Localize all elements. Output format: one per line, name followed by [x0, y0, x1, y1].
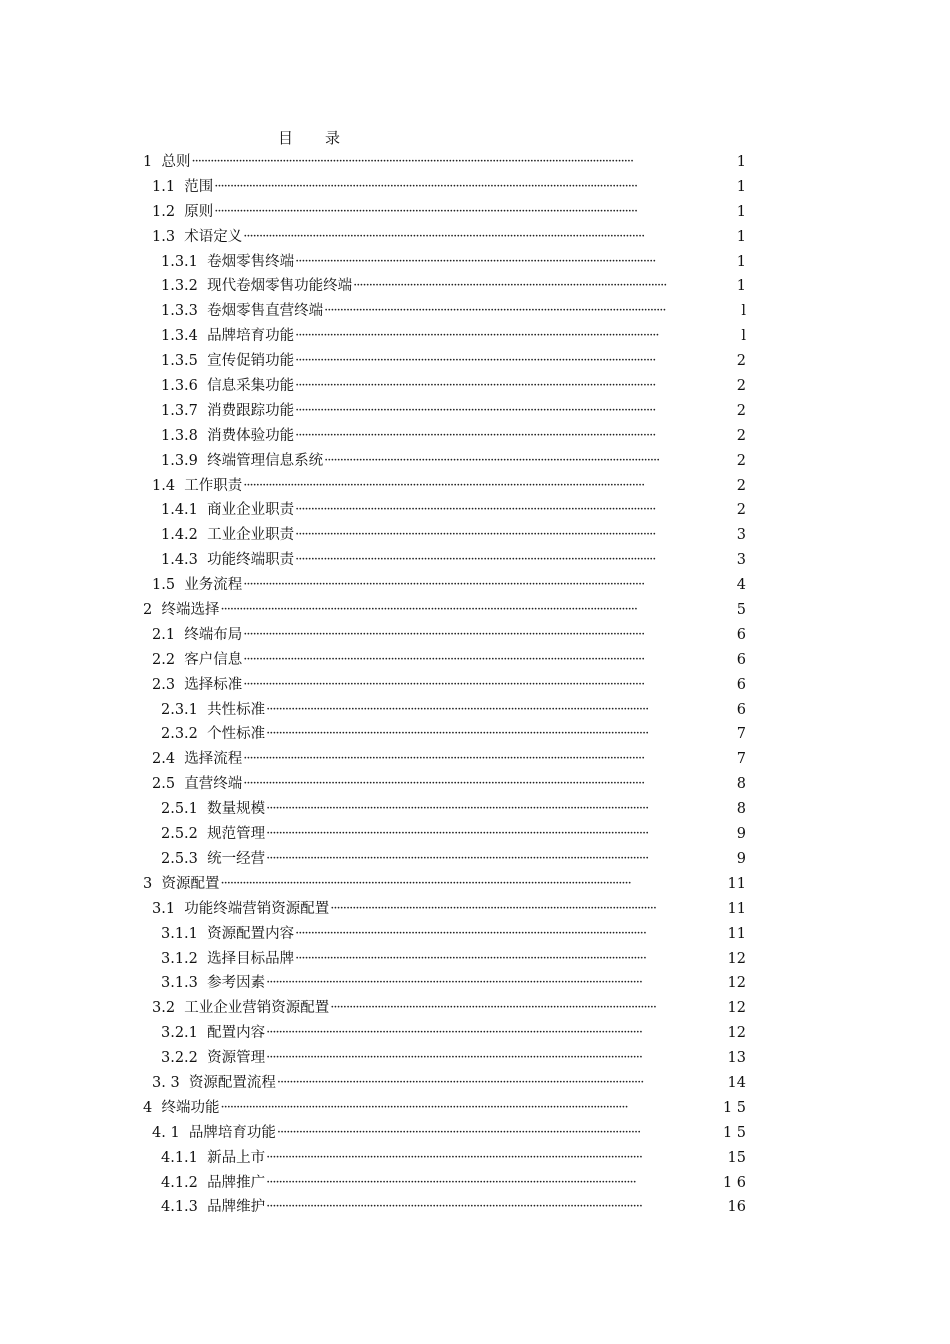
toc-entry-number: 2.4 [152, 751, 176, 768]
toc-entry-page-number: 6 [736, 701, 746, 718]
toc-dot-leader: ················································································································ [295, 950, 646, 966]
toc-entry-label [161, 274, 352, 299]
toc-entry-title: 规范管理 [207, 826, 266, 843]
toc-dot-leader: ··················································································································· [295, 527, 656, 543]
toc-entry-page-number: 12 [727, 975, 746, 992]
toc-entry[interactable] [0, 1121, 950, 1146]
toc-entry-page-number: 2 [736, 502, 746, 519]
toc-entry-label [161, 1195, 265, 1220]
toc-entry-label [152, 897, 329, 922]
toc-entry-label [161, 449, 323, 474]
toc-entry-title: 宣传促销功能 [207, 353, 295, 370]
toc-dot-leader: ································································································································ [243, 651, 645, 667]
toc-entry-label [161, 797, 265, 822]
toc-entry-number: 3.1 [152, 900, 176, 917]
toc-dot-leader: ··································································································································· [220, 875, 631, 891]
toc-entry-number: 1.5 [152, 577, 176, 594]
toc-entry-page-number: 3 [736, 527, 746, 544]
toc-entry-label [161, 498, 294, 523]
toc-entry-label [161, 299, 323, 324]
toc-entry-label [161, 922, 294, 947]
toc-entry-page-number: 1 [736, 203, 746, 220]
toc-entry-title: 直营终端 [184, 776, 243, 793]
toc-entry-page-number: 3 [736, 552, 746, 569]
toc-entry-label [161, 971, 265, 996]
toc-dot-leader: ············································································································································· [191, 154, 634, 169]
toc-entry-number: 2.2 [152, 651, 176, 668]
toc-entry[interactable] [0, 548, 950, 573]
toc-entry-title: 终端选择 [161, 602, 220, 619]
toc-entry-page-number: 6 [736, 626, 746, 643]
toc-entry[interactable] [0, 1195, 950, 1220]
toc-entry-page-number: 12 [727, 1025, 746, 1042]
toc-entry-number: 1.2 [152, 203, 176, 220]
toc-dot-leader: ·························································································································· [266, 701, 649, 717]
toc-entry-number: 1.4.1 [161, 502, 198, 519]
toc-entry-number: 3.2.2 [161, 1050, 198, 1067]
toc-entry-title: 功能终端职责 [207, 552, 295, 569]
toc-entry-title: 资源管理 [207, 1050, 266, 1067]
toc-dot-leader: ································································································································ [243, 676, 645, 692]
toc-entry-number: 1.3.9 [161, 452, 198, 469]
toc-entry-number: 1.3.3 [161, 303, 198, 320]
toc-entry-page-number: 11 [727, 925, 746, 942]
toc-entry-page-number: 4 [736, 577, 746, 594]
toc-entry-label [161, 548, 294, 573]
toc-entry[interactable] [0, 996, 950, 1021]
toc-dot-leader: ································································································································ [243, 751, 645, 767]
toc-entry-number: 2.3.1 [161, 701, 198, 718]
toc-entry[interactable] [0, 175, 950, 200]
toc-entry-title: 工业企业职责 [207, 527, 295, 544]
toc-entry-title: 选择目标品牌 [207, 950, 295, 967]
toc-entry[interactable] [0, 747, 950, 772]
toc-entry-title: 功能终端营销资源配置 [184, 900, 330, 917]
toc-entry-title: 参考因素 [207, 975, 266, 992]
toc-entry-page-number: 6 [736, 651, 746, 668]
toc-entry-label [152, 1071, 276, 1096]
toc-dot-leader: ··················································································································· [295, 552, 656, 568]
toc-entry-number: 1.3.2 [161, 278, 198, 295]
toc-entry-label [161, 349, 294, 374]
toc-entry[interactable] [0, 299, 950, 324]
toc-entry[interactable] [0, 225, 950, 250]
toc-entry-label [161, 1171, 265, 1196]
toc-entry-label [152, 996, 329, 1021]
toc-entry[interactable] [0, 623, 950, 648]
toc-entry-label [152, 474, 242, 499]
toc-entry-number: 3.2 [152, 1000, 176, 1017]
toc-entry-number: 1.4 [152, 477, 176, 494]
toc-entry-title: 终端管理信息系统 [207, 452, 324, 469]
toc-dot-leader: ···················································································································· [295, 328, 659, 344]
toc-entry-number: 2.5.1 [161, 801, 198, 818]
toc-entry-page-number: 7 [736, 751, 746, 768]
toc-entry[interactable] [0, 673, 950, 698]
toc-heading-right: 录 [325, 129, 341, 147]
toc-entry-number: 1.3.6 [161, 378, 198, 395]
toc-entry-title: 选择标准 [184, 676, 243, 693]
toc-entry-label [152, 225, 242, 250]
toc-entry-number: 4.1.2 [161, 1174, 198, 1191]
toc-entry-number: 1.3.5 [161, 353, 198, 370]
toc-entry-number: 4. 1 [152, 1124, 180, 1141]
toc-entry-label [152, 623, 242, 648]
toc-dot-leader: ·························································································································· [266, 850, 649, 866]
toc-dot-leader: ·································································································································· [220, 1099, 628, 1115]
toc-dot-leader: ··················································································································· [295, 378, 656, 394]
toc-entry-number: 2.5.2 [161, 826, 198, 843]
toc-entry-page-number: 1 [736, 253, 746, 270]
toc-entry[interactable] [0, 424, 950, 449]
toc-entry-label [161, 847, 265, 872]
toc-entry[interactable] [0, 399, 950, 424]
toc-entry-title: 信息采集功能 [207, 378, 295, 395]
toc-entry-label [152, 648, 242, 673]
toc-entry[interactable] [0, 349, 950, 374]
toc-entry[interactable] [0, 797, 950, 822]
toc-entry-page-number: 8 [736, 801, 746, 818]
toc-entry-title: 客户信息 [184, 651, 243, 668]
toc-entry-page-number: 1 [736, 228, 746, 245]
toc-entry-label [161, 424, 294, 449]
toc-entry-page-number: 1 5 [722, 1099, 746, 1116]
toc-dot-leader: ································································································································ [243, 477, 645, 493]
toc-entry[interactable] [0, 822, 950, 847]
toc-entry-number: 3.1.2 [161, 950, 198, 967]
toc-entry-number: 2.3.2 [161, 726, 198, 743]
toc-entry[interactable] [0, 648, 950, 673]
toc-dot-leader: ····················································································································· [276, 1074, 644, 1090]
toc-entry-title: 资源配置内容 [207, 925, 295, 942]
toc-entry-page-number: 2 [736, 378, 746, 395]
toc-entry-title: 配置内容 [207, 1025, 266, 1042]
toc-dot-leader: ····································································································································· [220, 602, 638, 618]
toc-entry[interactable] [0, 274, 950, 299]
toc-entry-label [161, 399, 294, 424]
toc-entry-page-number: 2 [736, 452, 746, 469]
toc-dot-leader: ·························································································································· [266, 801, 649, 817]
toc-entry[interactable] [0, 498, 950, 523]
toc-entry-title: 选择流程 [184, 751, 243, 768]
toc-dot-leader: ··················································································································· [295, 502, 656, 518]
toc-entry-number: 1 [143, 154, 153, 170]
toc-dot-leader: ································································································································ [243, 577, 645, 593]
toc-dot-leader: ························································································································ [266, 1149, 643, 1165]
toc-entry-number: 3.2.1 [161, 1025, 198, 1042]
toc-dot-leader: ················································································································ [295, 925, 646, 941]
toc-entry[interactable] [0, 523, 950, 548]
toc-entry-number: 1.3.7 [161, 402, 198, 419]
toc-entry-label [161, 1146, 265, 1171]
toc-entry[interactable] [0, 1021, 950, 1046]
toc-entry-label [152, 673, 242, 698]
toc-entry-number: 2.3 [152, 676, 176, 693]
toc-entry-page-number: 13 [727, 1050, 746, 1067]
toc-entry-number: 4.1.3 [161, 1199, 198, 1216]
toc-entry[interactable] [0, 847, 950, 872]
toc-dot-leader: ························································································································ [266, 975, 643, 991]
toc-entry-page-number: l [741, 328, 746, 345]
toc-entry-page-number: 1 6 [722, 1174, 746, 1191]
toc-entry-number: 1.3 [152, 228, 176, 245]
toc-entry-page-number: 1 [736, 154, 746, 170]
toc-entry[interactable] [0, 200, 950, 225]
toc-entry-page-number: 11 [727, 900, 746, 917]
toc-entry-page-number: 1 5 [722, 1124, 746, 1141]
toc-entry-number: 1.4.2 [161, 527, 198, 544]
toc-entry-title: 终端功能 [161, 1099, 220, 1116]
toc-entry-title: 现代卷烟零售功能终端 [207, 278, 353, 295]
toc-entry-number: 1.3.1 [161, 253, 198, 270]
toc-entry-number: 1.1 [152, 178, 176, 195]
toc-dot-leader: ································································································································ [243, 626, 645, 642]
toc-dot-leader: ························································································································ [266, 1025, 643, 1041]
toc-entry-title: 总则 [161, 154, 191, 170]
toc-entry-title: 业务流程 [184, 577, 243, 594]
toc-entry-page-number: 5 [736, 602, 746, 619]
toc-entry[interactable] [0, 598, 950, 623]
toc-dot-leader: ···································································································· [353, 278, 667, 294]
toc-entry-title: 统一经营 [207, 850, 266, 867]
toc-dot-leader: ············································································································· [324, 303, 666, 319]
toc-entry-label [161, 523, 294, 548]
toc-entry-title: 范围 [184, 178, 214, 195]
toc-entry-title: 个性标准 [207, 726, 266, 743]
toc-entry-title: 原则 [184, 203, 214, 220]
toc-entry-title: 终端布局 [184, 626, 243, 643]
toc-entry-page-number: 2 [736, 477, 746, 494]
toc-entry[interactable] [0, 1146, 950, 1171]
toc-dot-leader: ········································································································ [330, 900, 657, 916]
toc-dot-leader: ·························································································································· [266, 726, 649, 742]
toc-entry-label [152, 747, 242, 772]
toc-entry-number: 4 [143, 1099, 153, 1116]
toc-dot-leader: ··················································································································· [295, 402, 656, 418]
toc-entry-label [143, 1096, 219, 1121]
toc-entry-title: 品牌培育功能 [188, 1124, 276, 1141]
toc-entry-number: 2.1 [152, 626, 176, 643]
toc-entry-label [152, 772, 242, 797]
toc-entry-title: 消费体验功能 [207, 427, 295, 444]
toc-entry-label [143, 598, 219, 623]
toc-entry-page-number: 7 [736, 726, 746, 743]
toc-entry-page-number: 6 [736, 676, 746, 693]
toc-entry-title: 工业企业营销资源配置 [184, 1000, 330, 1017]
toc-entry-title: 术语定义 [184, 228, 243, 245]
toc-entry-number: 1.3.4 [161, 328, 198, 345]
toc-entry[interactable] [0, 374, 950, 399]
toc-entry-number: 1.3.8 [161, 427, 198, 444]
toc-entry-title: 资源配置流程 [188, 1074, 276, 1091]
toc-entry-label [161, 1046, 265, 1071]
toc-entry-label [152, 1121, 276, 1146]
toc-entry-page-number: 2 [736, 353, 746, 370]
toc-dot-leader: ······································································································································· [214, 178, 638, 194]
toc-entry[interactable] [0, 722, 950, 747]
toc-entry-number: 2.5.3 [161, 850, 198, 867]
toc-dot-leader: ······················································································································ [266, 1174, 636, 1190]
toc-entry-label [161, 374, 294, 399]
toc-entry-label [161, 822, 265, 847]
toc-entry-title: 卷烟零售终端 [207, 253, 295, 270]
toc-entry-label [161, 1021, 265, 1046]
toc-entry-label [161, 947, 294, 972]
toc-entry-label [161, 722, 265, 747]
toc-entry-page-number: 11 [727, 875, 746, 892]
toc-entry-page-number: 2 [736, 427, 746, 444]
toc-entry-title: 新品上市 [207, 1149, 266, 1166]
toc-entry-title: 资源配置 [161, 875, 220, 892]
toc-entry-label [143, 872, 219, 897]
toc-entry-page-number: 1 [736, 278, 746, 295]
toc-entry-page-number: 14 [727, 1074, 746, 1091]
toc-entry-title: 数量规模 [207, 801, 266, 818]
toc-entry-page-number: l [741, 303, 746, 320]
toc-entry-number: 1.4.3 [161, 552, 198, 569]
toc-entry-number: 3.1.3 [161, 975, 198, 992]
toc-dot-leader: ································································································································ [243, 228, 645, 244]
toc-entry-page-number: 1 [736, 178, 746, 195]
toc-entry[interactable] [0, 1046, 950, 1071]
toc-dot-leader: ··················································································································· [295, 253, 656, 269]
toc-entry-title: 品牌推广 [207, 1174, 266, 1191]
toc-entry-number: 2.5 [152, 776, 176, 793]
toc-entry[interactable] [0, 872, 950, 897]
toc-entry-title: 品牌维护 [207, 1199, 266, 1216]
toc-entry-label [152, 200, 213, 225]
toc-entry-number: 3 [143, 875, 153, 892]
toc-dot-leader: ··········································································································· [324, 452, 660, 468]
toc-dot-leader: ··················································································································· [295, 353, 656, 369]
toc-entry-title: 工作职责 [184, 477, 243, 494]
toc-entry-label [161, 698, 265, 723]
toc-entry-label [152, 573, 242, 598]
toc-entry-label [143, 150, 190, 175]
toc-entry-number: 4.1.1 [161, 1149, 198, 1166]
toc-dot-leader: ························································································································ [266, 1199, 643, 1215]
toc-entry-title: 商业企业职责 [207, 502, 295, 519]
toc-entry-title: 卷烟零售直营终端 [207, 303, 324, 320]
toc-entry[interactable] [0, 250, 950, 275]
toc-list [0, 150, 950, 1220]
toc-dot-leader: ···················································································································· [276, 1124, 641, 1140]
toc-entry-page-number: 12 [727, 950, 746, 967]
toc-heading-left: 目 [278, 129, 294, 147]
toc-entry-number: 3.1.1 [161, 925, 198, 942]
toc-entry[interactable] [0, 573, 950, 598]
toc-entry[interactable] [0, 698, 950, 723]
toc-entry-number: 3. 3 [152, 1074, 180, 1091]
toc-entry[interactable] [0, 971, 950, 996]
toc-entry-page-number: 12 [727, 1000, 746, 1017]
toc-entry-page-number: 2 [736, 402, 746, 419]
toc-entry-label [152, 175, 213, 200]
toc-entry-page-number: 9 [736, 826, 746, 843]
toc-dot-leader: ········································································································ [330, 1000, 657, 1016]
toc-dot-leader: ··················································································································· [295, 427, 656, 443]
toc-entry[interactable] [0, 1071, 950, 1096]
toc-entry-page-number: 8 [736, 776, 746, 793]
toc-entry[interactable] [0, 922, 950, 947]
toc-entry[interactable] [0, 947, 950, 972]
toc-dot-leader: ······································································································································· [214, 203, 638, 219]
toc-entry-label [161, 250, 294, 275]
toc-heading [278, 127, 340, 148]
toc-entry[interactable] [0, 1096, 950, 1121]
toc-entry[interactable] [0, 772, 950, 797]
toc-dot-leader: ························································································································ [266, 1050, 643, 1066]
toc-entry-number: 2 [143, 602, 153, 619]
toc-entry-page-number: 15 [727, 1149, 746, 1166]
toc-entry[interactable] [0, 897, 950, 922]
toc-dot-leader: ································································································································ [243, 776, 645, 792]
toc-dot-leader: ·························································································································· [266, 826, 649, 842]
toc-entry[interactable] [0, 324, 950, 349]
toc-entry[interactable] [0, 449, 950, 474]
toc-entry-title: 共性标准 [207, 701, 266, 718]
toc-entry-title: 消费跟踪功能 [207, 402, 295, 419]
toc-entry-page-number: 16 [727, 1199, 746, 1216]
toc-entry[interactable] [0, 150, 950, 175]
toc-entry[interactable] [0, 1171, 950, 1196]
toc-entry-page-number: 9 [736, 850, 746, 867]
toc-entry-label [161, 324, 294, 349]
toc-entry-title: 品牌培育功能 [207, 328, 295, 345]
toc-entry[interactable] [0, 474, 950, 499]
